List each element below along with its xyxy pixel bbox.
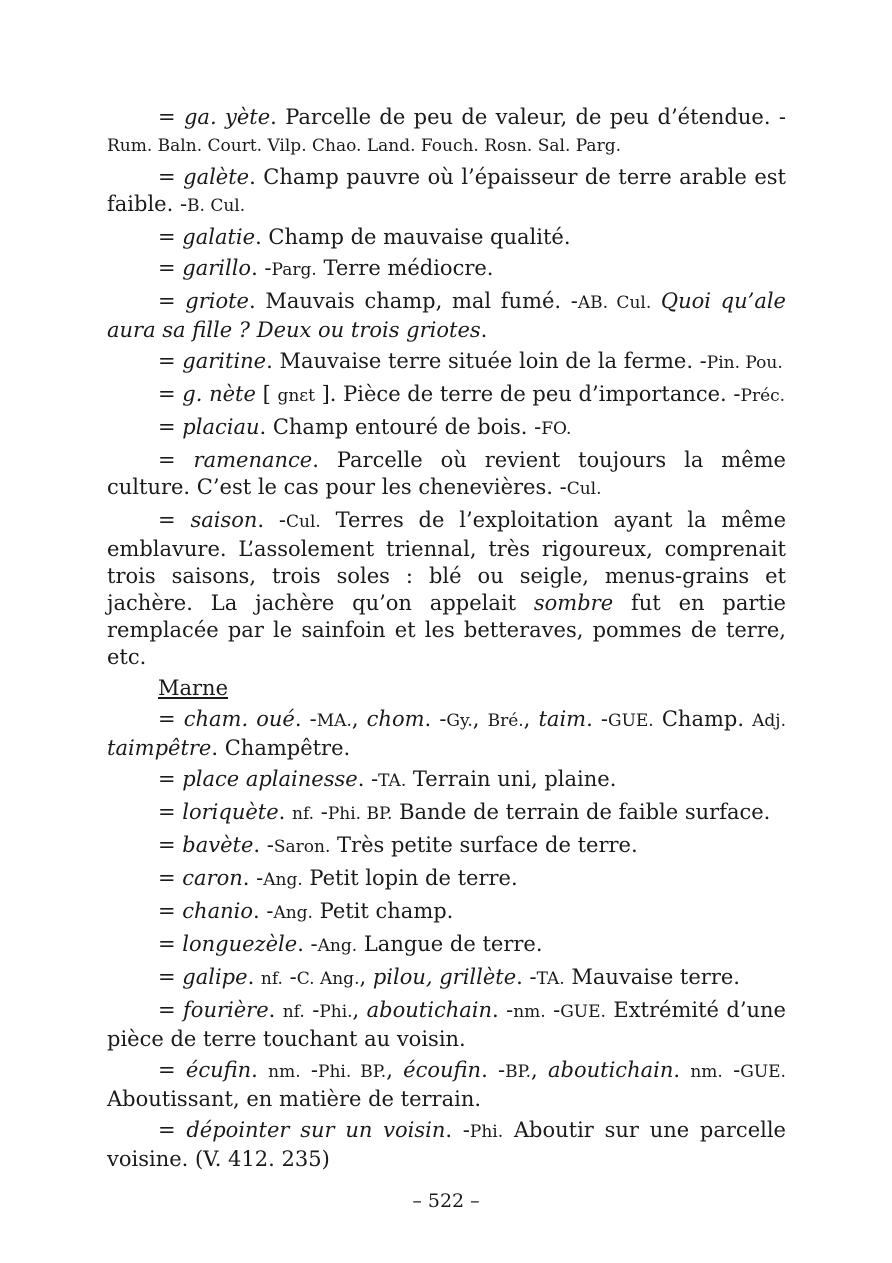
entry-text: =	[158, 225, 183, 249]
dictionary-entry	[107, 898, 786, 927]
entry-text: =	[158, 833, 183, 857]
entry-term: aboutichain	[366, 998, 492, 1022]
entry-abbreviation: Cul.	[286, 512, 321, 532]
entry-abbreviation: Pin. Pou.	[706, 353, 783, 373]
entry-text: . -	[586, 707, 608, 731]
entry-text: . -	[445, 1118, 470, 1142]
entry-abbreviation: Phi. BP.	[327, 804, 393, 824]
entry-abbreviation: MA.	[316, 711, 352, 731]
entry-abbreviation: nf.	[260, 969, 283, 989]
entry-text: =	[158, 866, 183, 890]
entry-abbreviation: B. Cul.	[187, 196, 246, 216]
dictionary-entry	[107, 348, 786, 377]
entry-text: .	[251, 1058, 269, 1082]
entry-text: . Champêtre.	[211, 736, 351, 760]
entry-text: =	[158, 767, 183, 791]
entry-text: . Mauvais champ, mal fumé. -	[249, 289, 578, 313]
entry-abbreviation: Ang.	[263, 870, 303, 890]
entry-text: =	[158, 289, 186, 313]
entry-abbreviation: nm.	[268, 1062, 301, 1082]
entry-term: dépointer sur un voisin	[186, 1118, 446, 1142]
entry-text: =	[158, 165, 184, 189]
entry-abbreviation: TA.	[536, 969, 565, 989]
entry-text: .	[673, 1058, 691, 1082]
entry-text: . Champ de mauvaise qualité.	[255, 225, 571, 249]
dictionary-entry	[107, 224, 786, 251]
entry-abbreviation: nf.	[282, 1002, 305, 1022]
entry-term: pilou, grillète	[372, 965, 517, 989]
entry-abbreviation: C. Ang.	[296, 969, 360, 989]
entry-term: griote	[185, 289, 249, 313]
entry-text: . -	[516, 965, 537, 989]
entry-text: ,	[386, 1058, 404, 1082]
entry-abbreviation: gnɛt	[277, 386, 315, 406]
entry-abbreviation: nm.	[690, 1062, 723, 1082]
entry-term: écoufin	[403, 1058, 482, 1082]
entry-text: . -	[481, 1058, 506, 1082]
entry-text: =	[158, 256, 183, 280]
entry-text: Petit lopin de terre.	[302, 866, 518, 890]
entry-abbreviation: FO.	[541, 419, 572, 439]
entry-abbreviation: AB. Cul.	[577, 293, 652, 313]
dictionary-entry	[107, 997, 786, 1053]
entry-text: =	[158, 1118, 187, 1142]
entry-text: . -	[242, 866, 264, 890]
entry-abbreviation: Rum. Baln. Court. Vilp. Chao. Land. Fouch. Rosn. Sal. Parg.	[107, 136, 621, 156]
entry-text: Langue de terre.	[357, 932, 543, 956]
entry-text: ]. Pièce de terre de peu d’importance. -	[314, 382, 741, 406]
entry-term: ramenance	[193, 448, 313, 472]
entry-term: chom	[366, 707, 425, 731]
entry-text: .	[268, 998, 283, 1022]
entry-text: ,	[352, 998, 367, 1022]
entry-text: -	[282, 965, 297, 989]
entry-text: Aboutir sur une parcelle voisine. (V. 412. 235)	[107, 1118, 786, 1171]
section-heading	[107, 675, 786, 702]
entry-term: longuezèle	[182, 932, 298, 956]
entry-text: Terre médiocre.	[316, 256, 494, 280]
entry-text: Terres de l’exploitation ayant la même emblavure. L’assolement triennal, très rigoureux, comprenait trois saisons, trois soles : blé ou seigle, menus-grains et jachère. La jachère qu’on appelait	[107, 508, 786, 615]
dictionary-entry	[107, 766, 786, 795]
entry-text: Aboutissant, en matière de terrain.	[107, 1087, 482, 1111]
entry-text: =	[158, 899, 183, 923]
entry-term: galipe	[182, 965, 248, 989]
entry-text: fut en partie remplacée par le sainfoin et les betteraves, pommes de terre, etc.	[107, 591, 786, 669]
entry-text: ,	[472, 707, 488, 731]
entry-text: -	[314, 800, 328, 824]
entry-text: . -	[297, 932, 318, 956]
entry-text: . -	[252, 899, 274, 923]
entry-term: placiau	[182, 415, 260, 439]
entry-term: aboutichain	[548, 1058, 674, 1082]
entry-text: =	[158, 707, 184, 731]
entry-text: . -	[251, 256, 272, 280]
dictionary-entry	[107, 381, 786, 410]
entry-text: . Mauvaise terre située loin de la ferme. -	[266, 349, 707, 373]
entry-text: .	[278, 800, 293, 824]
entry-text: =	[158, 932, 183, 956]
entry-text: =	[158, 508, 191, 532]
entry-text: ,	[359, 965, 373, 989]
entry-text: =	[158, 105, 184, 129]
entry-abbreviation: Parg.	[271, 260, 317, 280]
dictionary-entry	[107, 414, 786, 443]
section-heading-text: Marne	[158, 676, 229, 700]
entry-text: =	[158, 349, 183, 373]
entry-text: .	[480, 318, 488, 342]
entry-text: -	[304, 998, 320, 1022]
entry-abbreviation: Saron.	[273, 837, 331, 857]
page-number: – 522 –	[412, 1190, 480, 1212]
dictionary-entry	[107, 706, 786, 762]
dictionary-entry	[107, 288, 786, 344]
dictionary-entry	[107, 799, 786, 828]
entry-text: . -	[294, 707, 317, 731]
entry-text: Mauvaise terre.	[564, 965, 740, 989]
entry-text: ,	[523, 707, 539, 731]
entry-text	[651, 289, 661, 313]
entry-abbreviation: GUE.	[607, 711, 654, 731]
entry-text: Terrain uni, plaine.	[406, 767, 617, 791]
entry-term: cham. oué	[183, 707, 295, 731]
entry-text: Extrémité d’une pièce de terre touchant au voisin.	[107, 998, 786, 1051]
entry-text: . Champ entouré de bois. -	[259, 415, 542, 439]
page-body	[107, 104, 786, 1177]
entry-term: galète	[183, 165, 250, 189]
entry-abbreviation: nm.	[513, 1002, 546, 1022]
entry-abbreviation: Adj.	[752, 711, 786, 731]
entries-section-marne	[107, 706, 786, 1173]
entry-abbreviation: GUE.	[740, 1062, 786, 1082]
dictionary-entry	[107, 104, 786, 160]
entry-text: =	[158, 382, 183, 406]
entry-term: Quoi qu’ale aura sa fille ? Deux ou trois griotes	[107, 289, 786, 342]
entry-term: loriquète	[182, 800, 279, 824]
dictionary-entry	[107, 1117, 786, 1173]
entry-term: ga. yète	[183, 105, 271, 129]
entry-abbreviation: Préc.	[740, 386, 786, 406]
entry-text: . -	[492, 998, 514, 1022]
entry-text: . -	[257, 508, 287, 532]
entry-term: garillo	[182, 256, 252, 280]
entry-text: Petit champ.	[312, 899, 454, 923]
entry-text: =	[158, 448, 194, 472]
entry-text: . Parcelle où revient toujours la même culture. C’est le cas pour les chenevières. -	[107, 448, 786, 499]
entry-text: ,	[531, 1058, 549, 1082]
entry-term: saison	[190, 508, 258, 532]
entry-text: . -	[357, 767, 379, 791]
entry-abbreviation: TA.	[378, 771, 407, 791]
dictionary-entry	[107, 865, 786, 894]
entry-abbreviation: BP.	[505, 1062, 532, 1082]
entry-text: =	[158, 1058, 186, 1082]
entry-text: -	[300, 1058, 319, 1082]
entry-text: [	[255, 382, 278, 406]
entry-text: Très petite surface de terre.	[330, 833, 638, 857]
entry-text: =	[158, 965, 183, 989]
dictionary-entry	[107, 164, 786, 220]
entry-term: taimpêtre	[107, 736, 212, 760]
entry-abbreviation: Cul.	[566, 479, 602, 499]
dictionary-entry	[107, 447, 786, 503]
entry-text: Bande de terrain de faible surface.	[392, 800, 771, 824]
entry-term: place aplainesse	[182, 767, 358, 791]
entry-text: -	[545, 998, 561, 1022]
entry-abbreviation: Ang.	[317, 936, 358, 956]
entry-text: =	[158, 415, 183, 439]
entry-text: =	[158, 800, 183, 824]
entry-abbreviation: nf.	[292, 804, 315, 824]
entry-text: .	[247, 965, 261, 989]
entry-text: =	[158, 998, 184, 1022]
entry-term: taim	[538, 707, 587, 731]
dictionary-entry	[107, 832, 786, 861]
entry-text: . Champ pauvre où l’épaisseur de terre arable est faible. -	[107, 165, 786, 216]
entry-abbreviation: Phi. BP.	[318, 1062, 387, 1082]
entry-text: . Parcelle de peu de valeur, de peu d’étendue. -	[270, 105, 787, 129]
entry-term: chanio	[182, 899, 253, 923]
entry-text: . -	[253, 833, 274, 857]
entry-text: -	[722, 1058, 741, 1082]
entry-term: galatie	[182, 225, 256, 249]
entries-section-1	[107, 104, 786, 671]
entry-term: écufin	[185, 1058, 252, 1082]
entry-abbreviation: Gy.	[446, 711, 473, 731]
entry-abbreviation: Bré.	[487, 711, 524, 731]
entry-term: bavète	[182, 833, 254, 857]
entry-term: caron	[182, 866, 243, 890]
dictionary-entry	[107, 255, 786, 284]
dictionary-entry	[107, 964, 786, 993]
entry-abbreviation: Phi.	[469, 1122, 504, 1142]
entry-text: Champ.	[653, 707, 753, 731]
entry-term: garitine	[182, 349, 267, 373]
entry-term: sombre	[533, 591, 614, 615]
entry-abbreviation: Phi.	[319, 1002, 353, 1022]
entry-term: fourière	[183, 998, 269, 1022]
dictionary-entry	[107, 507, 786, 671]
entry-term: g. nète	[182, 382, 256, 406]
entry-text: ,	[351, 707, 367, 731]
entry-abbreviation: GUE.	[560, 1002, 606, 1022]
dictionary-entry	[107, 931, 786, 960]
entry-abbreviation: Ang.	[273, 903, 313, 923]
entry-text: . -	[424, 707, 447, 731]
dictionary-entry	[107, 1057, 786, 1113]
